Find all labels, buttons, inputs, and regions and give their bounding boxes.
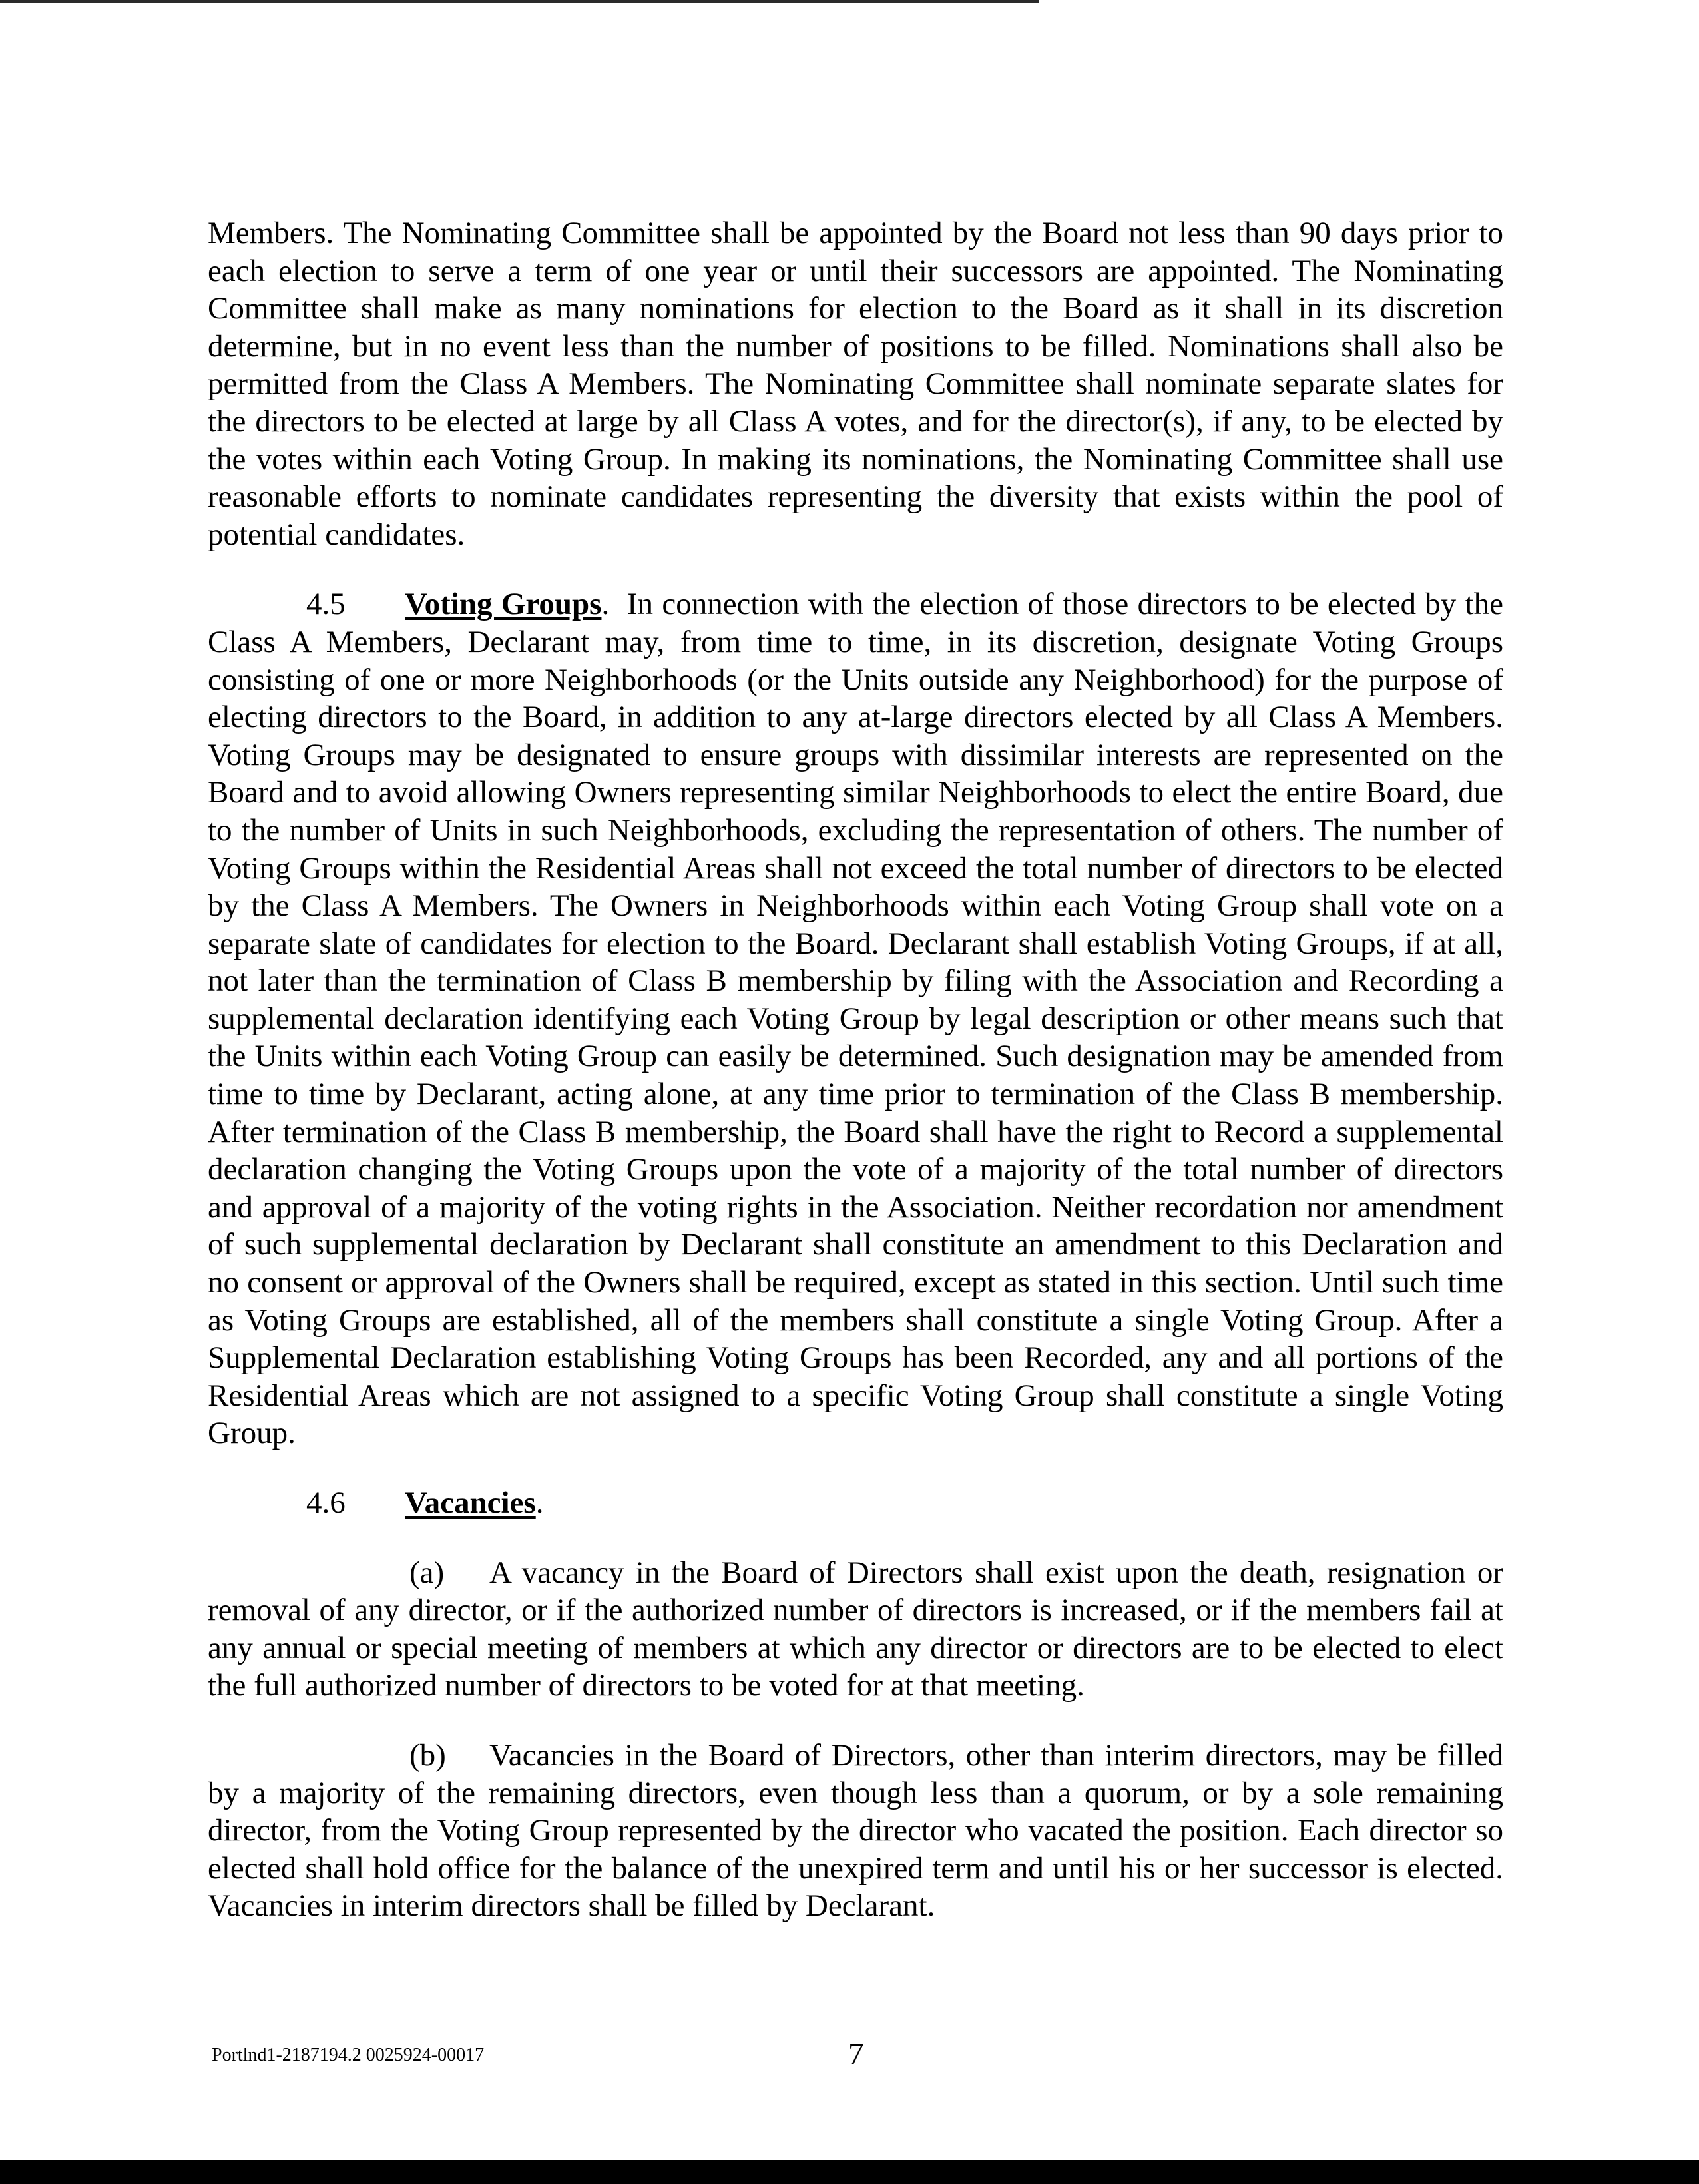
section-4-5-number: 4.5 xyxy=(306,587,346,622)
footer-document-id: Portlnd1-2187194.2 0025924-00017 xyxy=(212,2045,485,2065)
section-4-6-title xyxy=(208,1484,1503,1522)
section-4-6-heading-punct: . xyxy=(535,1486,544,1520)
page-number: 7 xyxy=(848,2037,864,2071)
section-4-6-heading: Vacancies xyxy=(405,1486,536,1520)
section-4-6-number: 4.6 xyxy=(306,1486,346,1520)
intro-paragraph: Members. The Nominating Committee shall be appointed by the Board not less than 90 days prior to each election to serve a term of one year or until their successors are appointed. The Nominating Committee shall make as many nominations for election to the Board as it shall in its discretion determine, but in no event less than the number of positions to be filled. Nominations shall also be permitted from the Class A Members. The Nominating Committee shall nominate separate slates for the directors to be elected at large by all Class A votes, and for the director(s), if any, to be elected by the votes within each Voting Group. In making its nominations, the Nominating Committee shall use reasonable efforts to nominate candidates representing the diversity that exists within the pool of potential candidates. xyxy=(208,216,1503,552)
subsection-b-label: (b) xyxy=(409,1737,446,1773)
subsection-b xyxy=(208,1737,1503,1925)
scan-top-edge xyxy=(0,0,1039,3)
scan-bottom-edge xyxy=(0,2160,1699,2184)
section-4-5-heading: Voting Groups xyxy=(405,587,602,622)
section-4-5 xyxy=(208,585,1503,1452)
subsection-a-label: (a) xyxy=(409,1555,445,1590)
subsection-a-text: A vacancy in the Board of Directors shall exist upon the death, resignation or removal of any director, or if the authorized number of directors is increased, or if the members fail at any annual or special meeting of members at which any director or directors are to be elected to elect the full authorized number of directors to be voted for at that meeting. xyxy=(208,1555,1503,1703)
section-4-5-heading-punct: . xyxy=(601,587,610,622)
document-page xyxy=(208,214,1503,1925)
subsection-b-text: Vacancies in the Board of Directors, other than interim directors, may be filled by a majority of the remaining directors, even though less than a quorum, or by a sole remaining director, from the Voting Group represented by the director who vacated the position. Each director so elected shall hold office for the balance of the unexpired term and until his or her successor is elected. Vacancies in interim directors shall be filled by Declarant. xyxy=(208,1737,1503,1924)
section-4-5-body: In connection with the election of those directors to be elected by the Class A Members, Declarant may, from time to time, in its discretion, designate Voting Groups consisting of one or more Neighborhoods (or the Units outside any Neighborhood) for the purpose of electing directors to the Board, in addition to any at-large directors elected by all Class A Members. Voting Groups may be designated to ensure groups with dissimilar interests are represented on the Board and to avoid allowing Owners representing similar Neighborhoods to elect the entire Board, due to the number of Units in such Neighborhoods, excluding the representation of others. The number of Voting Groups within the Residential Areas shall not exceed the total number of directors to be elected by the Class A Members. The Owners in Neighborhoods within each Voting Group shall vote on a separate slate of candidates for election to the Board. Declarant shall establish Voting Groups, if at all, not later than the termination of Class B membership by filing with the Association and Recording a supplemental declaration identifying each Voting Group by legal description or other means such that the Units within each Voting Group can easily be determined. Such designation may be amended from time to time by Declarant, acting alone, at any time prior to termination of the Class B membership. After termination of the Class B membership, the Board shall have the right to Record a supplemental declaration changing the Voting Groups upon the vote of a majority of the total number of directors and approval of a majority of the voting rights in the Association. Neither recordation nor amendment of such supplemental declaration by Declarant shall constitute an amendment to this Declaration and no consent or approval of the Owners shall be required, except as stated in this section. Until such time as Voting Groups are established, all of the members shall constitute a single Voting Group. After a Supplemental Declaration establishing Voting Groups has been Recorded, any and all portions of the Residential Areas which are not assigned to a specific Voting Group shall constitute a single Voting Group. xyxy=(208,587,1504,1451)
subsection-a xyxy=(208,1554,1503,1705)
